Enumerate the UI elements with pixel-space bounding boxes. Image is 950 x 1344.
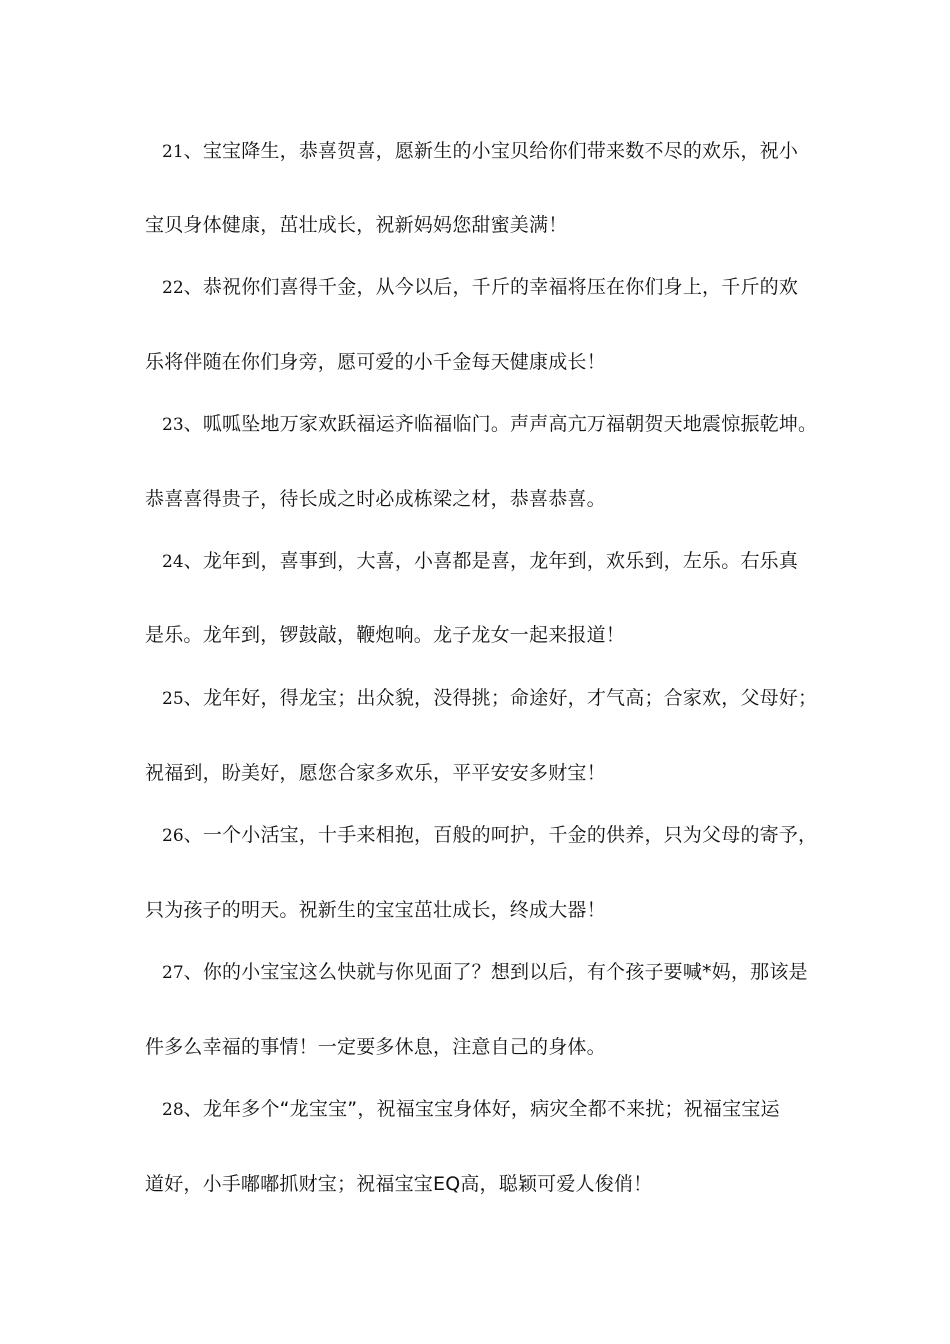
paragraph-25-line-2: 祝福到，盼美好，愿您合家多欢乐，平平安安多财宝！ xyxy=(145,762,606,784)
paragraph-text: 、龙年到，喜事到，大喜，小喜都是喜，龙年到，欢乐到，左乐。右乐真 xyxy=(183,550,799,572)
paragraph-text: 、龙年好，得龙宝；出众貌，没得挑；命途好，才气高；合家欢，父母好； xyxy=(183,687,818,709)
paragraph-28-line-2: 道好，小手嘟嘟抓财宝；祝福宝宝EQ高，聪颖可爱人俊俏！ xyxy=(145,1173,653,1195)
paragraph-27-line-1 xyxy=(162,959,827,986)
paragraph-28-line-1 xyxy=(162,1096,827,1123)
paragraph-number: 23 xyxy=(162,415,184,435)
paragraph-number: 25 xyxy=(162,689,184,709)
paragraph-25-line-1 xyxy=(162,685,827,712)
paragraph-21-line-2: 宝贝身体健康，茁壮成长，祝新妈妈您甜蜜美满！ xyxy=(145,214,568,236)
paragraph-22-line-1 xyxy=(162,274,827,301)
paragraph-26-line-1 xyxy=(162,822,827,849)
paragraph-text: 、你的小宝宝这么快就与你见面了？想到以后，有个孩子要喊*妈，那该是 xyxy=(183,961,808,983)
paragraph-text: 、一个小活宝，十手来相抱，百般的呵护，千金的供养，只为父母的寄予， xyxy=(183,824,818,846)
paragraph-27-line-2: 件多么幸福的事情！一定要多休息，注意自己的身体。 xyxy=(145,1036,606,1058)
paragraph-number: 27 xyxy=(162,963,184,983)
paragraph-number: 22 xyxy=(162,278,184,298)
paragraph-text: 、宝宝降生，恭喜贺喜，愿新生的小宝贝给你们带来数不尽的欢乐，祝小 xyxy=(183,140,799,162)
paragraph-22-line-2: 乐将伴随在你们身旁，愿可爱的小千金每天健康成长！ xyxy=(145,351,606,373)
paragraph-number: 21 xyxy=(162,142,184,162)
paragraph-number: 28 xyxy=(162,1100,184,1120)
paragraph-text: 、恭祝你们喜得千金，从今以后，千斤的幸福将压在你们身上，千斤的欢 xyxy=(183,276,799,298)
paragraph-21-line-1 xyxy=(162,138,827,165)
paragraph-23-line-1 xyxy=(162,411,827,438)
paragraph-number: 26 xyxy=(162,826,184,846)
paragraph-24-line-1 xyxy=(162,548,827,575)
paragraph-text: 、龙年多个“龙宝宝”，祝福宝宝身体好，病灾全都不来扰；祝福宝宝运 xyxy=(183,1098,780,1120)
paragraph-26-line-2: 只为孩子的明天。祝新生的宝宝茁壮成长，终成大器！ xyxy=(145,899,606,921)
paragraph-number: 24 xyxy=(162,552,184,572)
paragraph-text: 、呱呱坠地万家欢跃福运齐临福临门。声声高亢万福朝贺天地震惊振乾坤。 xyxy=(183,413,818,435)
paragraph-24-line-2: 是乐。龙年到，锣鼓敲，鞭炮响。龙子龙女一起来报道！ xyxy=(145,624,626,646)
paragraph-23-line-2: 恭喜喜得贵子，待长成之时必成栋梁之材，恭喜恭喜。 xyxy=(145,488,606,510)
